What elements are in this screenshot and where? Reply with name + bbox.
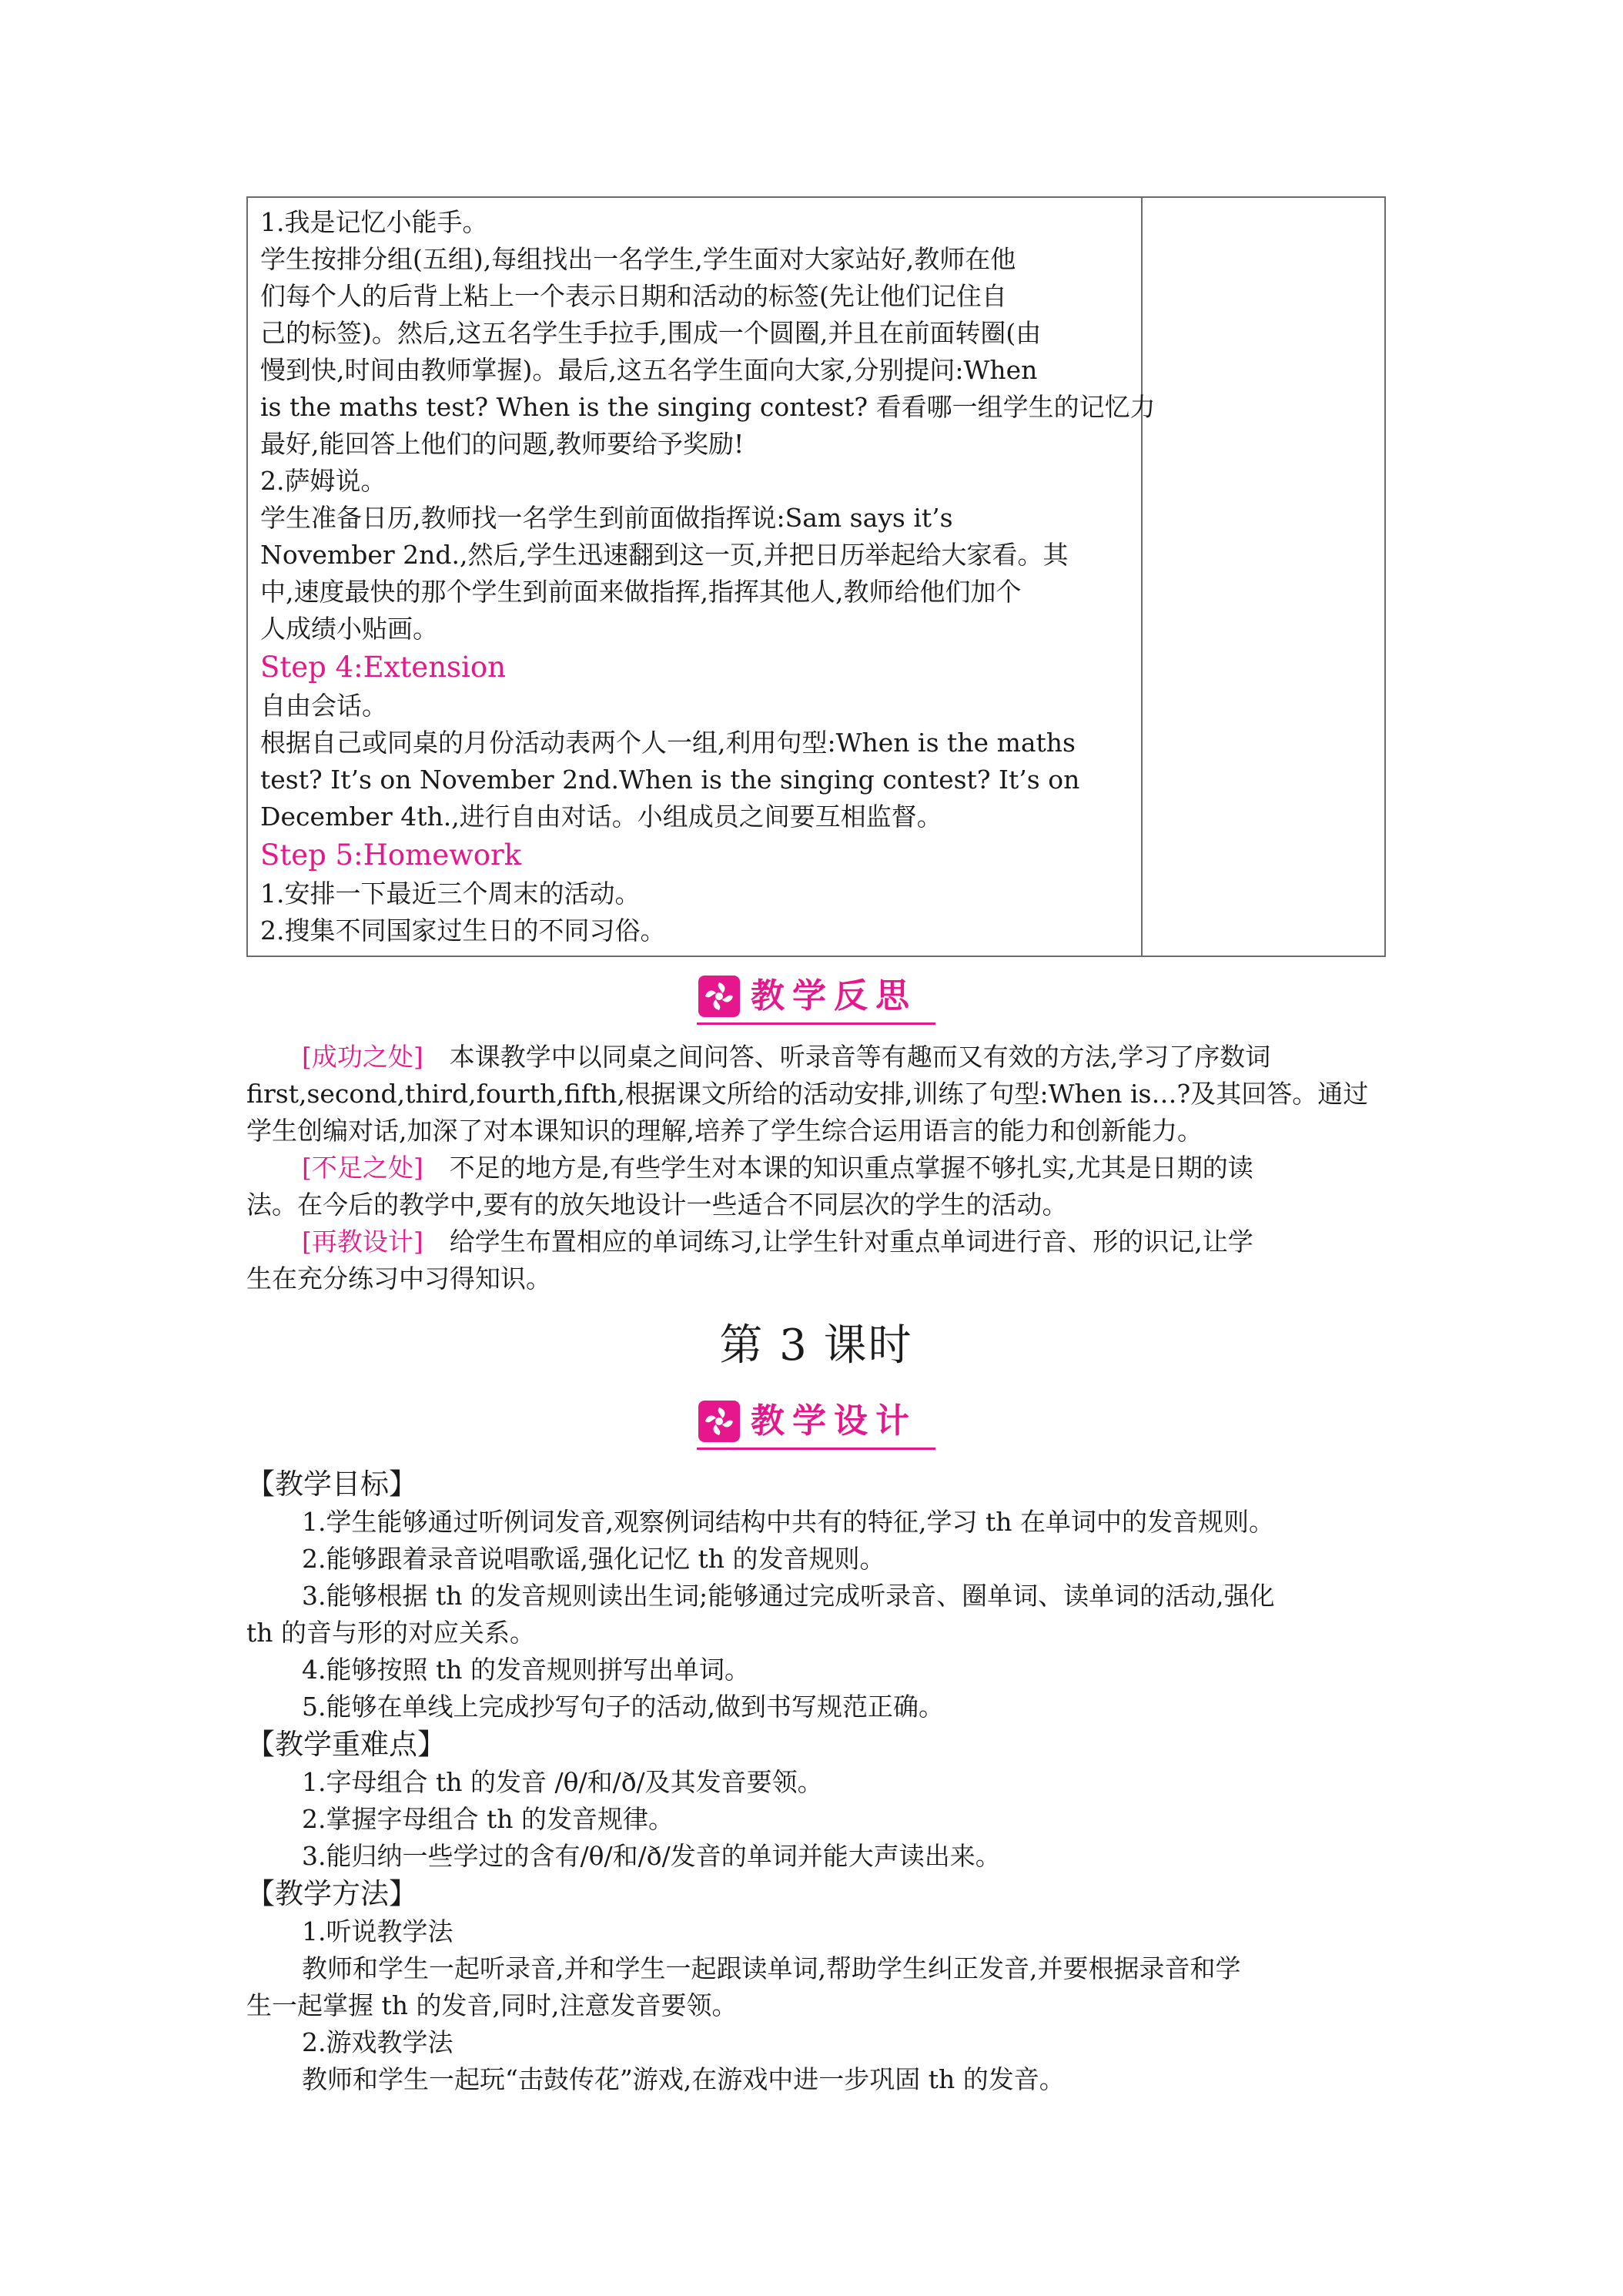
success-tag: [成功之处] — [302, 1042, 423, 1072]
table-line: is the maths test? When is the singing contest? 看看哪一组学生的记忆力 — [260, 392, 1156, 422]
reflection-heading — [246, 963, 1386, 1025]
notes-cell — [1143, 198, 1384, 956]
redesign-text: 生在充分练习中习得知识。 — [246, 1263, 551, 1294]
swirl-logo-icon — [698, 976, 740, 1017]
table-line: 中,速度最快的那个学生到前面来做指挥,指挥其他人,教师给他们加个 — [260, 577, 1022, 607]
design-body — [246, 1465, 1386, 2098]
goal-item: 5.能够在单线上完成抄写句子的活动,做到书写规范正确。 — [302, 1692, 944, 1722]
table-line: 人成绩小贴画。 — [260, 614, 438, 644]
method-item: 生一起掌握 th 的发音,同时,注意发音要领。 — [246, 1990, 738, 2020]
redesign-paragraph — [246, 1223, 1386, 1260]
method-item: 1.听说教学法 — [302, 1916, 453, 1946]
design-title: 教学设计 — [751, 1401, 917, 1441]
goals-heading: 【教学目标】 — [246, 1468, 417, 1501]
table-line: 学生准备日历,教师找一名学生到前面做指挥说:Sam says it’s — [260, 503, 953, 533]
goal-item: 3.能够根据 th 的发音规则读出生词;能够通过完成听录音、圈单词、读单词的活动,强化 — [302, 1581, 1275, 1611]
success-text: 本课教学中以同桌之间问答、听录音等有趣而又有效的方法,学习了序数词 — [449, 1042, 1271, 1072]
lesson-title: 第 3 课时 — [719, 1320, 913, 1371]
weak-text: 不足的地方是,有些学生对本课的知识重点掌握不够扎实,尤其是日期的读 — [449, 1153, 1253, 1183]
key-item: 2.掌握字母组合 th 的发音规律。 — [302, 1804, 674, 1834]
reflection-body — [246, 1039, 1386, 1297]
key-item: 3.能归纳一些学过的含有/θ/和/ð/发音的单词并能大声读出来。 — [302, 1841, 1001, 1871]
success-text: first,second,third,fourth,fifth,根据课文所给的活动安排,训练了句型:When is…?及其回答。通过 — [246, 1079, 1369, 1109]
activity-cell — [248, 198, 1156, 956]
redesign-text: 给学生布置相应的单词练习,让学生针对重点单词进行音、形的识记,让学 — [449, 1227, 1253, 1257]
table-line: December 4th.,进行自由对话。小组成员之间要互相监督。 — [260, 802, 942, 832]
method-item: 教师和学生一起听录音,并和学生一起跟读单词,帮助学生纠正发音,并要根据录音和学 — [302, 1953, 1241, 1983]
goal-item: 4.能够按照 th 的发音规则拼写出单词。 — [302, 1655, 750, 1685]
weak-tag: [不足之处] — [302, 1153, 423, 1183]
table-line: test? It’s on November 2nd.When is the singing contest? It’s on — [260, 765, 1080, 795]
key-item: 1.字母组合 th 的发音 /θ/和/ð/及其发音要领。 — [302, 1767, 823, 1797]
table-line: 学生按排分组(五组),每组找出一名学生,学生面对大家站好,教师在他 — [260, 244, 1016, 274]
table-line: 1.我是记忆小能手。 — [260, 207, 488, 237]
key-points-heading: 【教学重难点】 — [246, 1728, 446, 1761]
success-text: 学生创编对话,加深了对本课知识的理解,培养了学生综合运用语言的能力和创新能力。 — [246, 1116, 1203, 1146]
goal-item: 2.能够跟着录音说唱歌谣,强化记忆 th 的发音规则。 — [302, 1544, 885, 1574]
weak-text: 法。在今后的教学中,要有的放矢地设计一些适合不同层次的学生的活动。 — [246, 1190, 1068, 1220]
design-heading — [246, 1388, 1386, 1450]
table-line: November 2nd.,然后,学生迅速翻到这一页,并把日历举起给大家看。其 — [260, 540, 1069, 570]
heading-badge — [697, 972, 935, 1025]
table-line: 们每个人的后背上粘上一个表示日期和活动的标签(先让他们记住自 — [260, 281, 1007, 311]
step5-title: Step 5:Homework — [260, 838, 522, 872]
swirl-logo-icon — [698, 1401, 740, 1442]
table-line: 自由会话。 — [260, 691, 387, 721]
method-item: 2.游戏教学法 — [302, 2027, 453, 2057]
weak-paragraph — [246, 1150, 1386, 1186]
table-line: 己的标签)。然后,这五名学生手拉手,围成一个圆圈,并且在前面转圈(由 — [260, 318, 1042, 348]
table-line: 2.搜集不同国家过生日的不同习俗。 — [260, 915, 666, 946]
goal-item: 1.学生能够通过听例词发音,观察例词结构中共有的特征,学习 th 在单词中的发音规则。 — [302, 1507, 1274, 1537]
success-paragraph — [246, 1039, 1386, 1076]
reflection-title: 教学反思 — [751, 976, 917, 1016]
table-line: 2.萨姆说。 — [260, 466, 387, 496]
method-item: 教师和学生一起玩“击鼓传花”游戏,在游戏中进一步巩固 th 的发音。 — [302, 2064, 1065, 2094]
table-line: 根据自己或同桌的月份活动表两个人一组,利用句型:When is the maths — [260, 728, 1076, 758]
goal-item: th 的音与形的对应关系。 — [246, 1618, 536, 1648]
redesign-tag: [再教设计] — [302, 1227, 423, 1257]
step4-title: Step 4:Extension — [260, 651, 506, 684]
document-page — [246, 196, 1386, 2098]
heading-badge — [697, 1397, 935, 1450]
methods-heading: 【教学方法】 — [246, 1877, 417, 1910]
table-line: 1.安排一下最近三个周末的活动。 — [260, 879, 641, 909]
table-line: 最好,能回答上他们的问题,教师要给予奖励! — [260, 429, 745, 459]
table-line: 慢到快,时间由教师掌握)。最后,这五名学生面向大家,分别提问:When — [260, 355, 1038, 385]
activity-table — [246, 196, 1386, 957]
